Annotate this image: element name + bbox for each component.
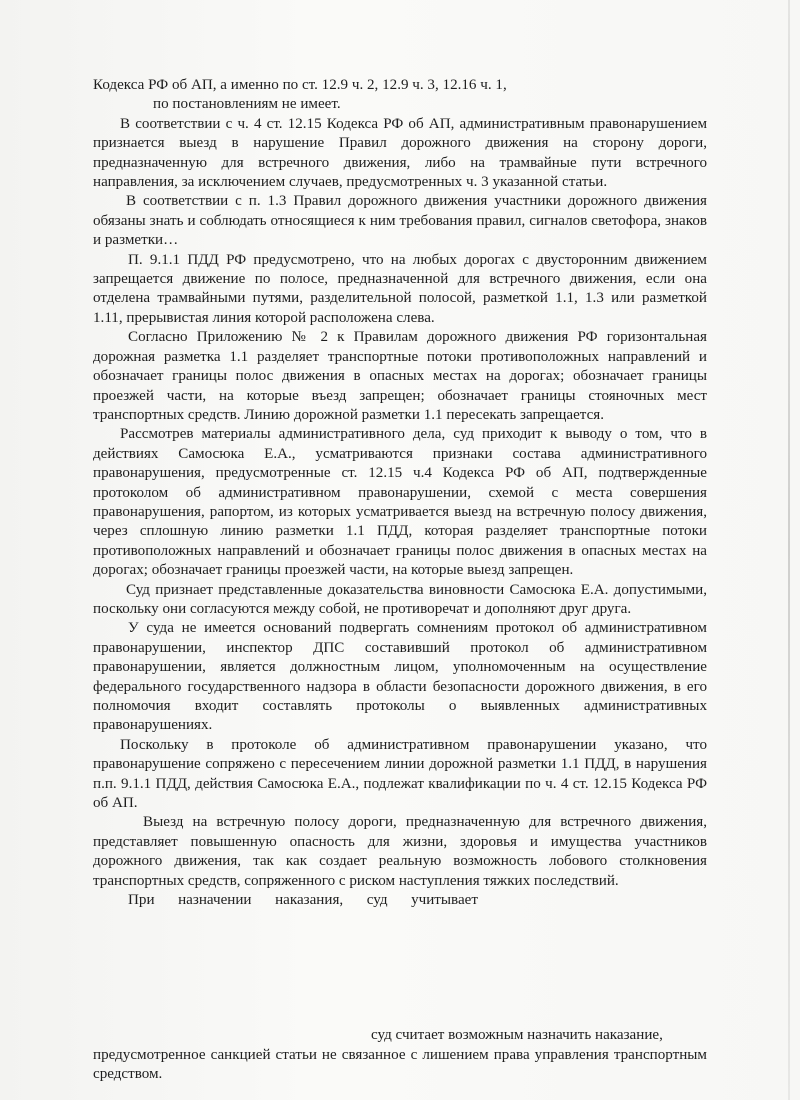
paragraph: Рассмотрев материалы административного дела, суд приходит к выводу о том, что в действиях Самосюка Е.А., усматриваются признаки состава административного правонарушения, предусмотренные ст. 12.15 ч.4 Кодекса РФ об АП, подтвержденные протоколом об административном правонарушении, схемой с места совершения правонарушения, рапортом, из которых усматривается выезд на встречную полосу движения, через сплошную линию разметки 1.1 ПДД, которая разделяет транспортные потоки противоположных направлений и обозначает границы полос движения в опасных местах на дорогах; обозначает границы проезжей части, на которые выезд запрещен.: [93, 426, 707, 579]
text-line: по постановлениям не имеет.: [153, 96, 341, 113]
page-edge: [788, 0, 790, 1100]
word: назначении: [178, 892, 252, 909]
paragraph-start: [93, 891, 478, 910]
blank-space: [93, 910, 707, 968]
document-body: [93, 76, 707, 1085]
text-line: суд считает возможным назначить наказание,: [371, 1027, 663, 1044]
paragraph: Выезд на встречную полосу дороги, предназначенную для встречного движения, представляет повышенную опасность для жизни, здоровья и имущества участников дорожного движения, так как создает реальную возможность лобового столкновения транспортных средств, сопряженного с риском наступления тяжких последствий.: [93, 814, 707, 889]
text-line: Кодекса РФ об АП, а именно по ст. 12.9 ч. 2, 12.9 ч. 3, 12.16 ч. 1,: [93, 77, 507, 93]
paragraph: Поскольку в протоколе об административном правонарушении указано, что правонарушение сопряжено с пересечением линии дорожной разметки 1.1 ПДД, в нарушения п.п. 9.1.1 ПДД, действия Самосюка Е.А., подлежат квалификации по ч. 4 ст. 12.15 Кодекса РФ об АП.: [93, 736, 707, 812]
paragraph: предусмотренное санкцией статьи не связанное с лишением права управления транспортным средством.: [93, 1046, 707, 1083]
paragraph: В соответствии с п. 1.3 Правил дорожного движения участники дорожного движения обязаны знать и соблюдать относящиеся к ним требования правил, сигналов светофора, знаков и разметки…: [93, 193, 707, 249]
word: При: [128, 892, 155, 909]
word: наказания,: [275, 892, 344, 909]
paragraph: В соответствии с ч. 4 ст. 12.15 Кодекса РФ об АП, административным правонарушением признается выезд в нарушение Правил дорожного движения на сторону дороги, предназначенную для встречного движения, либо на трамвайные пути встречного направления, за исключением случаев, предусмотренных ч. 3 указанной статьи.: [93, 115, 707, 191]
word: суд: [366, 892, 388, 909]
paragraph: П. 9.1.1 ПДД РФ предусмотрено, что на любых дорогах с двусторонним движением запрещается движение по полосе, предназначенной для встречного движения, если она отделена трамвайными путями, разделительной полосой, разметкой 1.1, 1.3 или разметкой 1.11, прерывистая линия которой расположена слева.: [93, 251, 707, 326]
paragraph: Суд признает представленные доказательства виновности Самосюка Е.А. допустимыми, поскольку они согласуются между собой, не противоречат и дополняют друг друга.: [93, 581, 707, 617]
paragraph: Согласно Приложению № 2 к Правилам дорожного движения РФ горизонтальная дорожная разметка 1.1 разделяет транспортные потоки противоположных направлений и обозначает границы полос движения в опасных местах на дорогах; обозначает границы проезжей части, на которые въезд запрещен; обозначает границы стояночных мест транспортных средств. Линию дорожной разметки 1.1 пересекать запрещается.: [93, 329, 707, 423]
blank-space: [93, 968, 707, 1026]
paragraph: У суда не имеется оснований подвергать сомнениям протокол об административном правонарушении, инспектор ДПС составивший протокол об административном правонарушении, является должностным лицом, уполномоченным на осуществление федерального государственного надзора в области безопасности дорожного движения, в его полномочия входит составлять протоколы о выявленных административных правонарушениях.: [93, 620, 707, 734]
word: учитывает: [411, 892, 478, 909]
